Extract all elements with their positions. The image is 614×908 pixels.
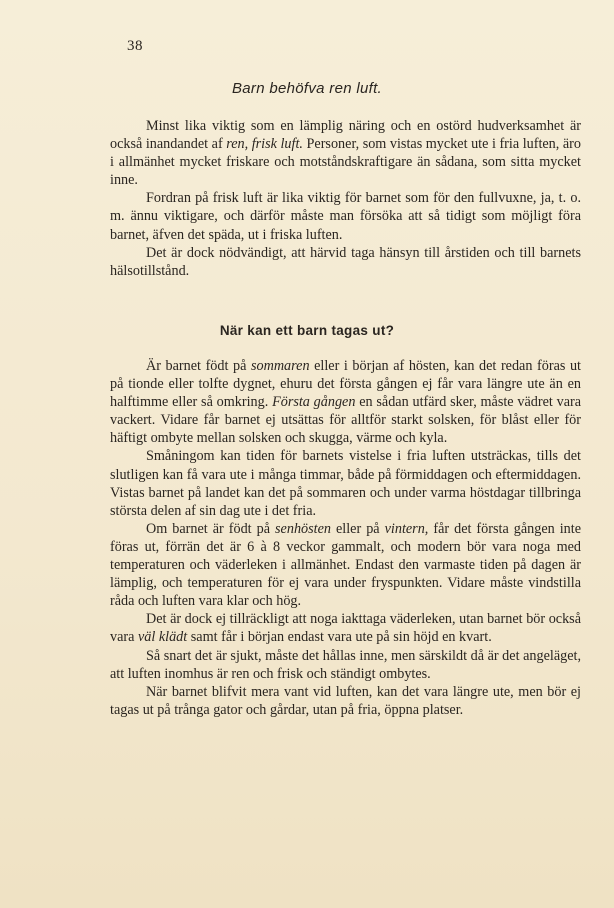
page-number: 38 xyxy=(127,38,143,54)
section-body-when-outside xyxy=(110,357,581,719)
paragraph xyxy=(110,683,581,719)
paragraph xyxy=(110,357,581,447)
text-run: Personer, som vistas mycket ute i fria luften, äro i allmänhet mycket friskare och motståndskraftigare än sådana, som sitta mycket inne. xyxy=(110,136,581,189)
emphasis-text: ren, frisk luft. xyxy=(226,136,303,153)
text-run: Om barnet är födt på xyxy=(146,520,276,537)
text-run: När barnet blifvit mera vant vid luften, kan det vara längre ute, men bör ej tagas ut på trånga gator och gårdar, utan på fria, öppna platser. xyxy=(110,683,581,718)
paragraph xyxy=(110,189,581,243)
emphasis-text: Första gången xyxy=(272,394,356,411)
text-run: eller i början af hösten, kan det redan föras ut på tionde eller tolfte dygnet, ehuru det första gången ej får vara längre ute än en halftimme eller så omkring. xyxy=(110,358,581,411)
text-run: Småningom kan tiden för barnets vistelse i fria luften utsträckas, tills det slutligen kan få vara ute i många timmar, både på förmiddagen och eftermiddagen. Vistas barnet på landet kan det på sommaren och under varma höstdagar tillbringa största delen af sin dag ute i det fria. xyxy=(110,448,581,519)
emphasis-text: väl klädt xyxy=(137,629,188,646)
section-heading-when-outside: När kan ett barn tagas ut? xyxy=(219,323,395,338)
section-heading-fresh-air: Barn behöfva ren luft. xyxy=(231,80,383,97)
paragraph xyxy=(110,610,581,646)
text-run: eller på xyxy=(331,520,385,537)
section-body-fresh-air xyxy=(110,117,581,280)
emphasis-text: vintern, xyxy=(384,520,429,537)
text-run: Är barnet födt på xyxy=(146,358,251,374)
paragraph xyxy=(110,647,581,683)
text-run: Minst lika viktig som en lämplig näring och en ostörd hudverksamhet är också inandandet af xyxy=(110,118,581,153)
emphasis-text: sommaren xyxy=(250,358,310,374)
text-run: får det första gången inte föras ut, förrän det är 6 à 8 veckor gammalt, och modern bör vara noga med temperaturen och väderleken i allmänhet. Endast den varmaste tiden på dagen är lämplig, och temperaturen för ej vara under fryspunkten. Vidare måste vindstilla råda och luften vara klar och hög. xyxy=(110,520,581,610)
paragraph xyxy=(110,520,581,610)
emphasis-text: senhösten xyxy=(275,520,331,537)
text-run: samt får i början endast vara ute på sin höjd en kvart. xyxy=(187,629,492,646)
text-run: en sådan utfärd sker, måste vädret vara vackert. Vidare får barnet ej utsättas för alltför starkt solsken, för blåst eller för häftigt ombyte mellan solsken och skugga, värme och kyla. xyxy=(110,394,582,447)
text-run: Så snart det är sjukt, måste det hållas inne, men särskildt då är det angeläget, att luften inomhus är ren och frisk och ständigt ombytes. xyxy=(110,647,581,682)
text-run: Fordran på frisk luft är lika viktig för barnet som för den fullvuxne, ja, t. o. m. ännu viktigare, och därför måste man försöka att så tidigt som möjligt föra barnet, äfven det späda, ut i friska luften. xyxy=(110,190,581,243)
text-run: Det är dock nödvändigt, att härvid taga hänsyn till årstiden och till barnets hälsotillstånd. xyxy=(110,244,581,279)
text-run: Det är dock ej tillräckligt att noga iakttaga väderleken, utan barnet bör också vara xyxy=(110,611,581,646)
paragraph xyxy=(110,117,581,189)
paragraph xyxy=(110,244,581,280)
paragraph xyxy=(110,447,581,519)
